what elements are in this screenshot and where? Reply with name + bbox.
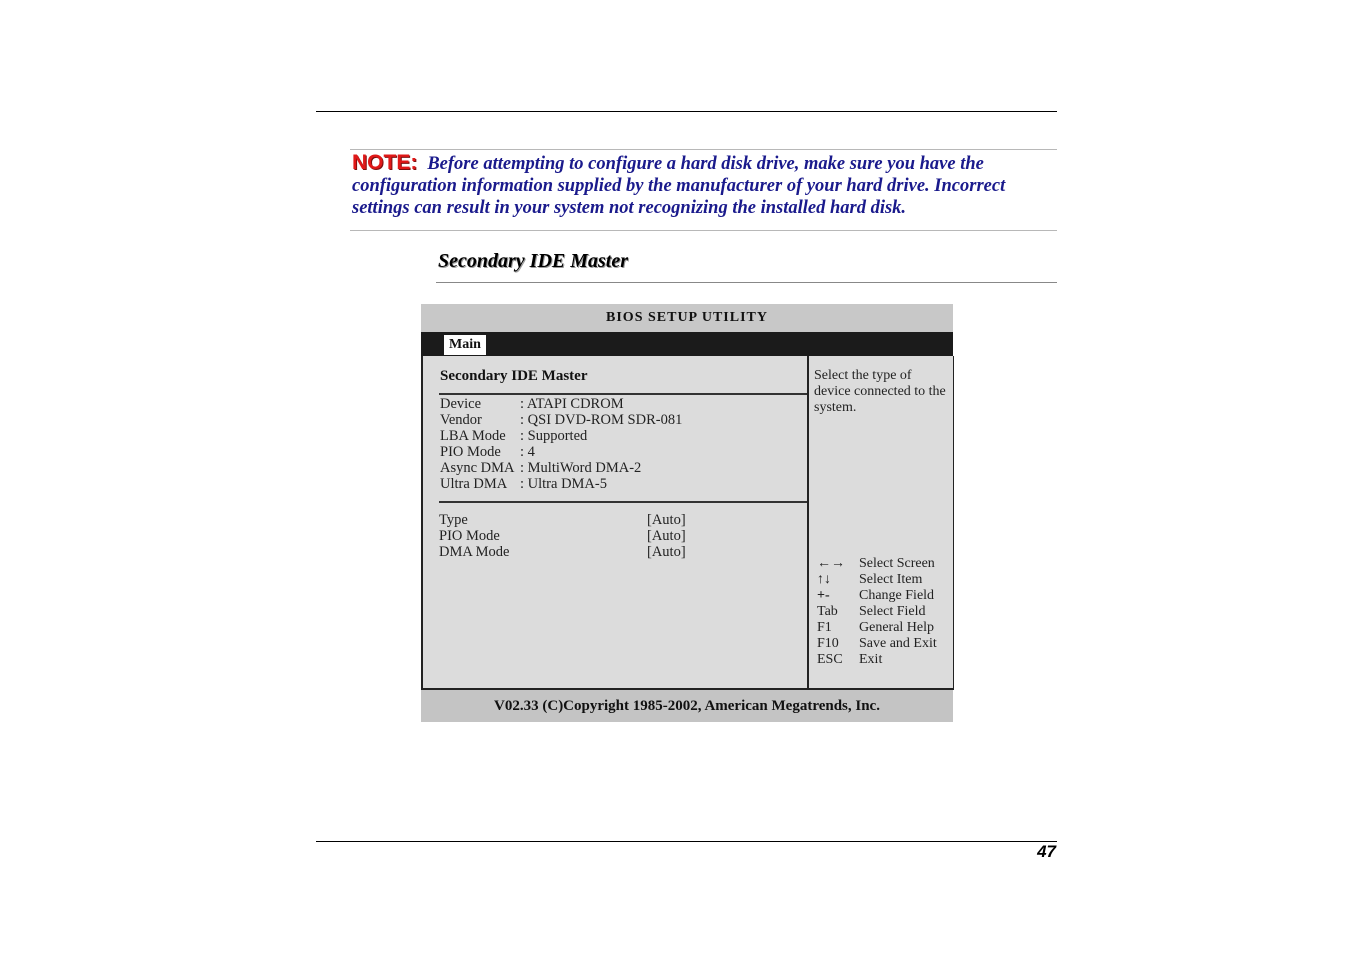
- option-label: Type: [439, 512, 468, 528]
- bios-body: [421, 356, 954, 690]
- option-value[interactable]: [Auto]: [647, 544, 686, 560]
- option-label: PIO Mode: [439, 528, 500, 544]
- info-value: : 4: [520, 444, 535, 460]
- key-label: ESC: [817, 652, 843, 667]
- help-text: Select the type of device connected to the system.: [814, 368, 946, 415]
- bios-footer: V02.33 (C)Copyright 1985-2002, American Megatrends, Inc.: [421, 690, 953, 722]
- key-desc: General Help: [859, 620, 935, 635]
- key-desc: Select Screen: [859, 556, 935, 571]
- key-desc: Save and Exit: [859, 636, 937, 651]
- info-value: : MultiWord DMA-2: [520, 460, 642, 476]
- key-desc: Exit: [859, 652, 883, 667]
- top-rule: [316, 111, 1057, 112]
- page-number: 47: [1037, 842, 1056, 861]
- arrows-up-down-icon: ↑↓: [817, 572, 831, 587]
- note-bottom-rule: [350, 230, 1057, 231]
- key-label: Tab: [817, 604, 838, 619]
- info-value: : Supported: [520, 428, 588, 444]
- info-label: PIO Mode: [440, 444, 501, 460]
- note-label: NOTE:: [352, 151, 418, 174]
- info-rule: [439, 501, 807, 503]
- key-desc: Select Field: [859, 604, 926, 619]
- key-label: +-: [817, 588, 830, 603]
- tab-main[interactable]: Main: [444, 335, 486, 355]
- note-top-rule: [350, 149, 1057, 150]
- bios-screenshot: [421, 304, 953, 722]
- option-label: DMA Mode: [439, 544, 510, 560]
- note-text: Before attempting to configure a hard disk drive, make sure you have the configuration information supplied by the manufacturer of your hard drive. Incorrect settings can result in your system not recognizing the installed hard disk.: [352, 154, 1006, 218]
- info-value: : ATAPI CDROM: [520, 396, 624, 412]
- bios-header: BIOS SETUP UTILITY: [421, 304, 953, 332]
- key-desc: Change Field: [859, 588, 935, 603]
- info-value: : Ultra DMA-5: [520, 476, 607, 492]
- info-value: : QSI DVD-ROM SDR-081: [520, 412, 683, 428]
- info-label: LBA Mode: [440, 428, 506, 444]
- key-label: F10: [817, 636, 839, 651]
- section-title: Secondary IDE Master: [438, 250, 629, 272]
- key-desc: Select Item: [859, 572, 923, 587]
- key-label: F1: [817, 620, 832, 635]
- bios-tab-bar: [421, 332, 953, 356]
- section-rule: [436, 282, 1057, 283]
- option-value[interactable]: [Auto]: [647, 512, 686, 528]
- info-label: Device: [440, 396, 482, 412]
- info-label: Async DMA: [440, 460, 515, 476]
- option-value[interactable]: [Auto]: [647, 528, 686, 544]
- panel-divider: [807, 356, 809, 688]
- info-label: Ultra DMA: [440, 476, 508, 492]
- panel-title: Secondary IDE Master: [440, 368, 588, 384]
- info-label: Vendor: [440, 412, 482, 428]
- arrows-left-right-icon: ←→: [817, 556, 845, 571]
- bottom-rule: [316, 841, 1057, 842]
- panel-title-rule: [439, 393, 807, 395]
- note-block: [352, 152, 1052, 219]
